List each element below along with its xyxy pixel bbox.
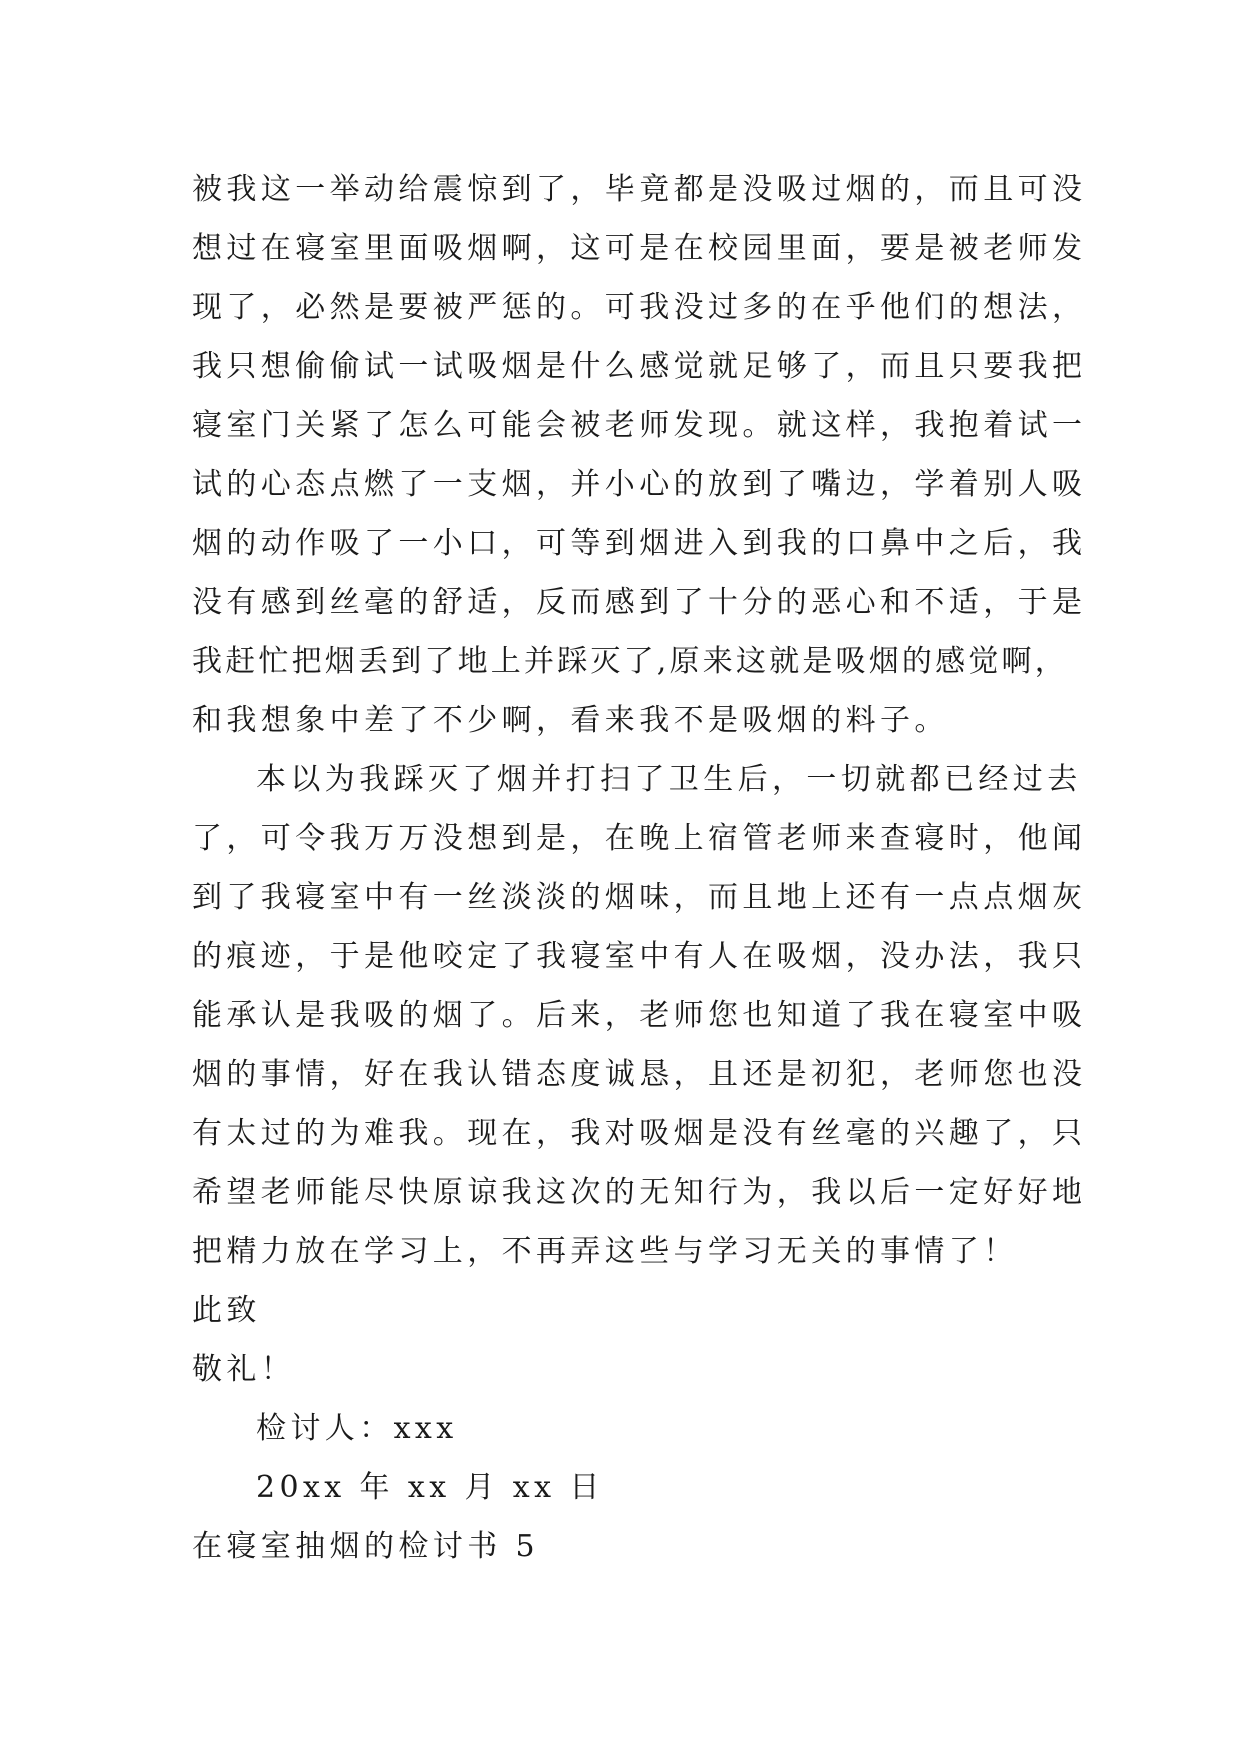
paragraph-1-line-6: 试的心态点燃了一支烟，并小心的放到了嘴边，学着别人吸 xyxy=(192,467,1087,502)
paragraph-2-line-2: 了，可令我万万没想到是，在晚上宿管老师来查寝时，他闻 xyxy=(192,821,1087,856)
date-line: 20xx 年 xx 月 xx 日 xyxy=(256,1470,604,1505)
paragraph-1-line-3: 现了，必然是要被严惩的。可我没过多的在乎他们的想法， xyxy=(192,290,1087,325)
paragraph-1-line-1: 被我这一举动给震惊到了，毕竟都是没吸过烟的，而且可没 xyxy=(192,172,1087,207)
salute-text: 敬礼！ xyxy=(192,1352,296,1387)
paragraph-2-line-9: 把精力放在学习上，不再弄这些与学习无关的事情了！ xyxy=(192,1234,1018,1269)
paragraph-2-line-7: 有太过的为难我。现在，我对吸烟是没有丝毫的兴趣了，只 xyxy=(192,1116,1087,1151)
paragraph-2-line-1: 本以为我踩灭了烟并打扫了卫生后，一切就都已经过去 xyxy=(256,762,1082,797)
paragraph-2-line-3: 到了我寝室中有一丝淡淡的烟味，而且地上还有一点点烟灰 xyxy=(192,880,1087,915)
paragraph-1-line-10: 和我想象中差了不少啊，看来我不是吸烟的料子。 xyxy=(192,703,949,738)
paragraph-1-line-5: 寝室门关紧了怎么可能会被老师发现。就这样，我抱着试一 xyxy=(192,408,1087,443)
paragraph-2-line-4: 的痕迹，于是他咬定了我寝室中有人在吸烟，没办法，我只 xyxy=(192,939,1087,974)
next-section-title: 在寝室抽烟的检讨书 5 xyxy=(192,1529,540,1564)
closing-text: 此致 xyxy=(192,1293,261,1328)
document-body xyxy=(192,160,1087,1576)
paragraph-2-line-5: 能承认是我吸的烟了。后来，老师您也知道了我在寝室中吸 xyxy=(192,998,1087,1033)
paragraph-1-line-7: 烟的动作吸了一小口，可等到烟进入到我的口鼻中之后，我 xyxy=(192,526,1087,561)
paragraph-1-line-8: 没有感到丝毫的舒适，反而感到了十分的恶心和不适，于是 xyxy=(192,585,1087,620)
paragraph-1-line-9: 我赶忙把烟丢到了地上并踩灭了,原来这就是吸烟的感觉啊， xyxy=(192,644,1068,679)
paragraph-2-line-8: 希望老师能尽快原谅我这次的无知行为，我以后一定好好地 xyxy=(192,1175,1087,1210)
signature-line: 检讨人：xxx xyxy=(256,1411,458,1446)
paragraph-1-line-2: 想过在寝室里面吸烟啊，这可是在校园里面，要是被老师发 xyxy=(192,231,1087,266)
paragraph-1-line-4: 我只想偷偷试一试吸烟是什么感觉就足够了，而且只要我把 xyxy=(192,349,1087,384)
paragraph-2-line-6: 烟的事情，好在我认错态度诚恳，且还是初犯，老师您也没 xyxy=(192,1057,1087,1092)
